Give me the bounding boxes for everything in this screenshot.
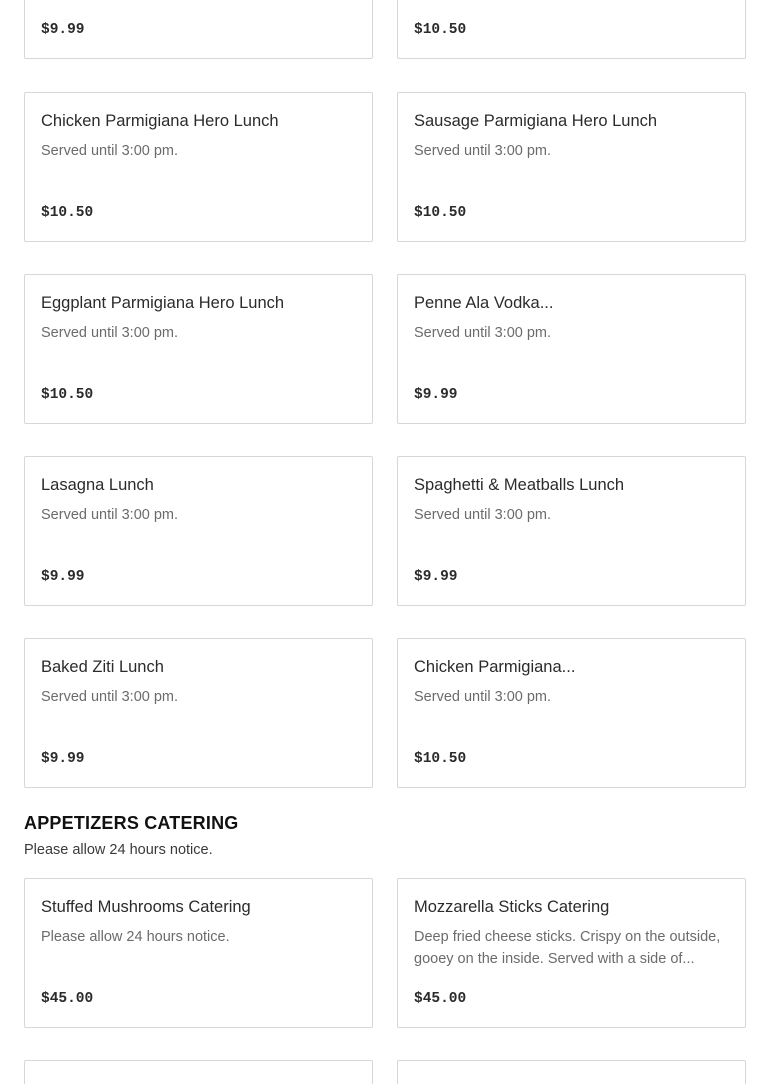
menu-item-title: Eggplant Parmigiana Hero Lunch: [41, 294, 285, 312]
menu-item-title: Stuffed Mushrooms Catering: [41, 898, 251, 916]
section-subtitle: Please allow 24 hours notice.: [24, 842, 213, 858]
menu-item-description: Served until 3:00 pm.: [41, 143, 179, 159]
menu-item-card[interactable]: [24, 638, 373, 788]
menu-item-title: Baked Ziti Lunch: [41, 658, 164, 676]
menu-item-card[interactable]: [397, 456, 746, 606]
menu-item-card[interactable]: [24, 92, 373, 242]
menu-item-card[interactable]: [397, 274, 746, 424]
menu-item-card[interactable]: [397, 878, 746, 1028]
menu-item-description: Served until 3:00 pm.: [414, 143, 552, 159]
menu-item-title: Lasagna Lunch: [41, 476, 154, 494]
menu-item-card[interactable]: [24, 878, 373, 1028]
section-title: APPETIZERS CATERING: [24, 813, 239, 833]
menu-item-description: Served until 3:00 pm.: [414, 507, 552, 523]
menu-item-title: Mozzarella Sticks Catering: [414, 898, 610, 916]
menu-item-card[interactable]: [24, 0, 373, 59]
menu-item-price: $10.50: [414, 22, 467, 38]
menu-item-card[interactable]: [397, 1060, 746, 1084]
menu-item-title: Sausage Parmigiana Hero Lunch: [414, 112, 658, 130]
menu-item-description: Served until 3:00 pm.: [414, 325, 552, 341]
menu-item-price: $10.50: [41, 205, 94, 221]
menu-item-description: Deep fried cheese sticks. Crispy on the outside, gooey on the inside. Served with a side of...: [414, 929, 721, 967]
menu-item-card[interactable]: [397, 0, 746, 59]
menu-item-price: $9.99: [414, 569, 458, 585]
menu-item-description: Served until 3:00 pm.: [41, 325, 179, 341]
menu-item-price: $45.00: [414, 991, 467, 1007]
menu-item-card[interactable]: [24, 456, 373, 606]
menu-item-price: $9.99: [41, 22, 85, 38]
menu-item-price: $9.99: [41, 751, 85, 767]
menu-item-price: $9.99: [414, 387, 458, 403]
menu-item-description: Served until 3:00 pm.: [414, 689, 552, 705]
menu-item-price: $10.50: [41, 387, 94, 403]
menu-item-description: Please allow 24 hours notice.: [41, 929, 230, 945]
menu-item-description: Served until 3:00 pm.: [41, 507, 179, 523]
menu-item-title: Chicken Parmigiana Hero Lunch: [41, 112, 279, 130]
menu-item-description: Served until 3:00 pm.: [41, 689, 179, 705]
menu-item-card[interactable]: [397, 638, 746, 788]
menu-item-title: Penne Ala Vodka...: [414, 294, 554, 312]
menu-item-price: $10.50: [414, 205, 467, 221]
menu-item-price: $45.00: [41, 991, 94, 1007]
menu-item-card[interactable]: [24, 1060, 373, 1084]
menu-item-card[interactable]: [24, 274, 373, 424]
menu-item-card[interactable]: [397, 92, 746, 242]
menu-item-title: Spaghetti & Meatballs Lunch: [414, 476, 625, 494]
menu-item-title: Chicken Parmigiana...: [414, 658, 576, 676]
menu-item-price: $10.50: [414, 751, 467, 767]
menu-item-price: $9.99: [41, 569, 85, 585]
